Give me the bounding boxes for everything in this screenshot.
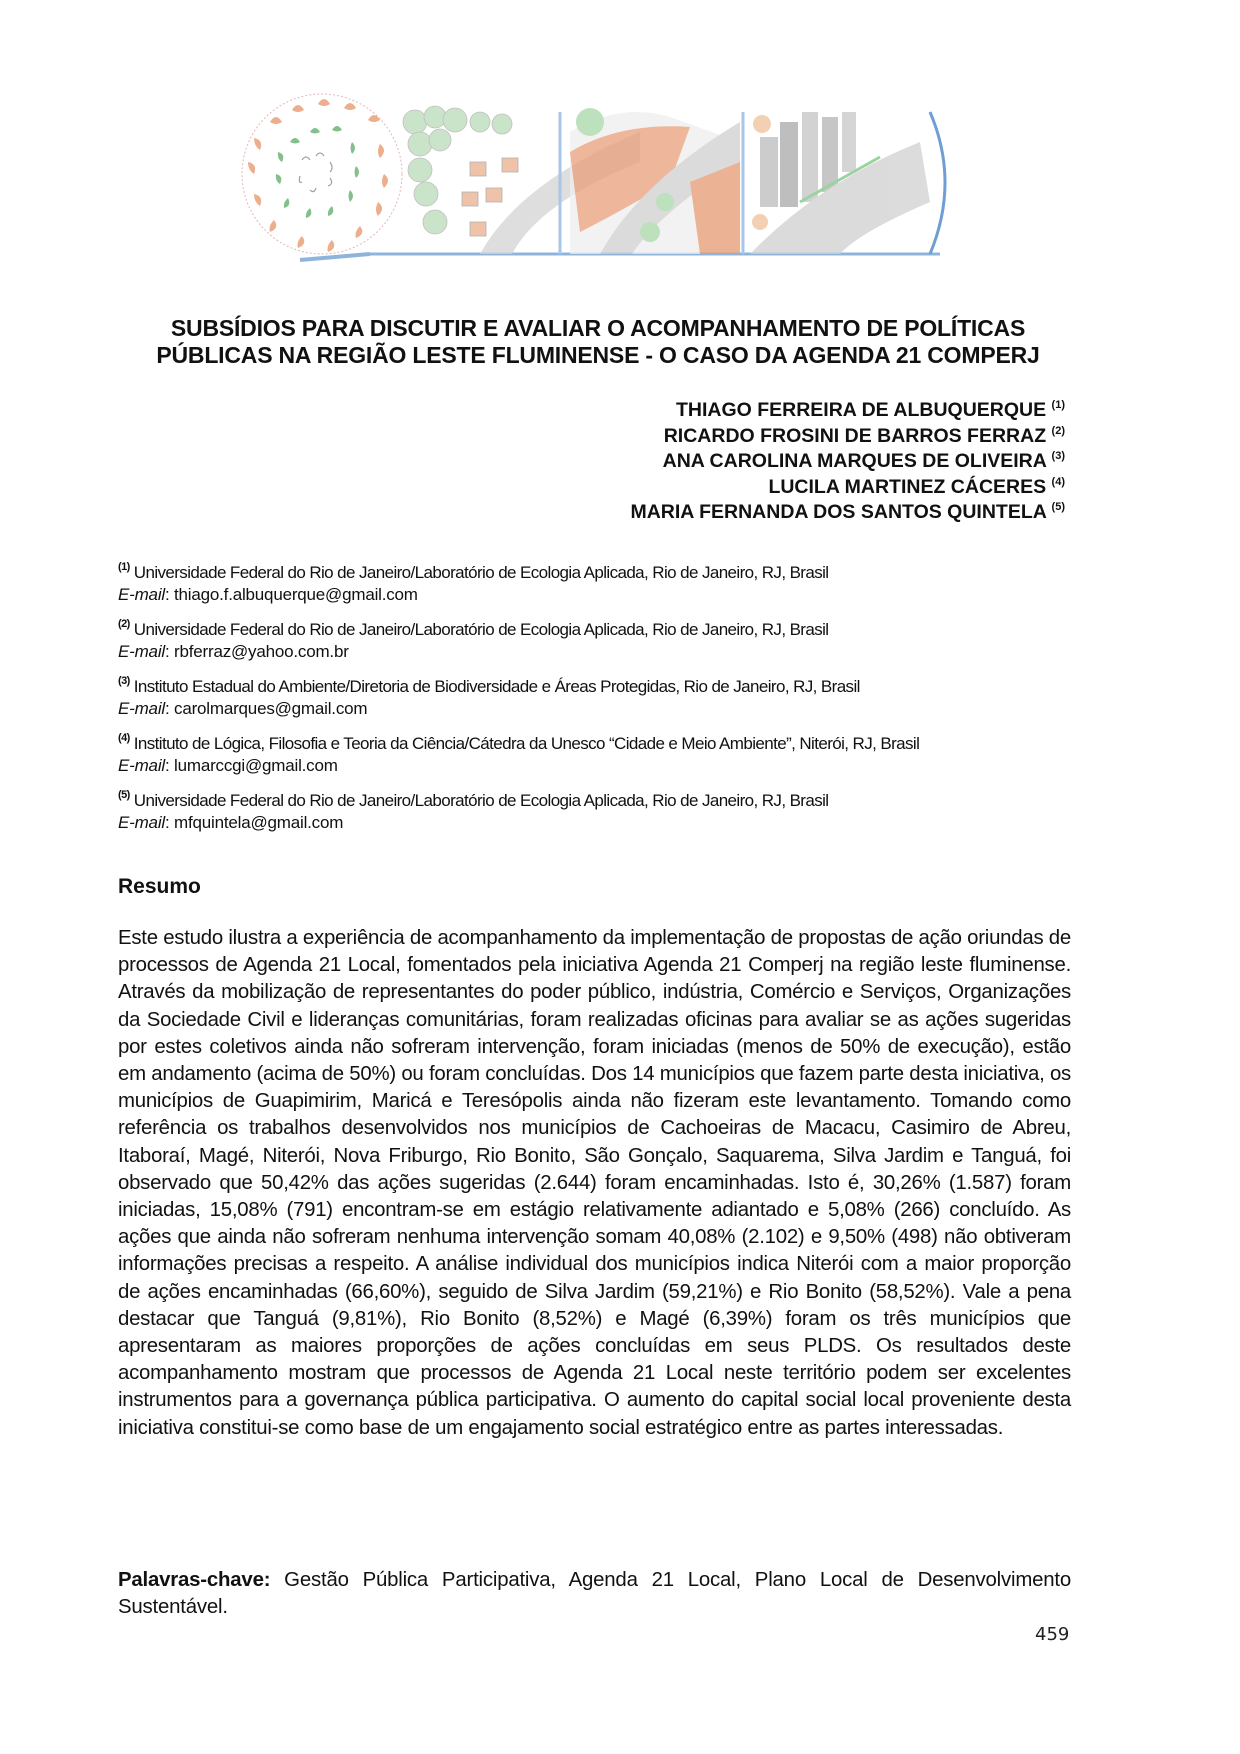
affiliation-institution: $^{(4)}$ Instituto de Lógica, Filosofia e Teoria da Ciência/Cátedra da Unesco “Cidade e Meio Ambiente”, Niterói, RJ, Brasil bbox=[118, 732, 920, 753]
email-label: E-mail bbox=[118, 642, 165, 661]
email-label: E-mail bbox=[118, 756, 165, 775]
author-ref: (3) bbox=[1051, 450, 1065, 462]
affiliation-institution: $^{(1)}$ Universidade Federal do Rio de Janeiro/Laboratório de Ecologia Aplicada, Rio de Janeiro, RJ, Brasil bbox=[118, 561, 829, 582]
affiliation-ref: (1) bbox=[118, 561, 130, 573]
affiliation-ref: (2) bbox=[118, 618, 130, 630]
affiliation bbox=[118, 733, 1118, 777]
affiliation bbox=[118, 562, 1118, 606]
email-label: E-mail bbox=[118, 813, 165, 832]
affiliation-ref: (4) bbox=[118, 732, 130, 744]
affiliation bbox=[118, 676, 1118, 720]
email-label: E-mail bbox=[118, 699, 165, 718]
author-name: ANA CAROLINA MARQUES DE OLIVEIRA bbox=[662, 450, 1047, 472]
author bbox=[630, 398, 1065, 424]
author-ref: (1) bbox=[1051, 399, 1065, 411]
abstract-body: Este estudo ilustra a experiência de acompanhamento da implementação de propostas de ação oriundas de processos de Agenda 21 Local, fomentados pela iniciativa Agenda 21 Comperj na região leste fluminense. Através da mobilização de representantes do poder público, indústria, Comércio e Serviços, Organizações da Sociedade Civil e lideranças comunitárias, foram realizadas oficinas para avaliar se as ações sugeridas por estes coletivos ainda não sofreram intervenção, foram iniciadas (menos de 50% de execução), estão em andamento (acima de 50%) ou foram concluídas. Dos 14 municípios que fazem parte desta iniciativa, os municípios de Guapimirim, Maricá e Teresópolis ainda não fizeram este levantamento. Tomando como referência os trabalhos desenvolvidos nos municípios de Cachoeiras de Macacu, Casimiro de Abreu, Itaboraí, Magé, Niterói, Nova Friburgo, Rio Bonito, São Gonçalo, Saquarema, Silva Jardim e Tanguá, foi observado que 50,42% das ações sugeridas (2.644) foram encaminhadas. Isto é, 30,26% (1.587) foram iniciadas, 15,08% (791) encontram-se em estágio relativamente adiantado e 5,08% (266) concluído. As ações que ainda não sofreram nenhuma intervenção somam 40,08% (2.102) e 9,50% (498) não obtiveram informações precisas a respeito. A análise individual dos municípios indica Niterói com a maior proporção de ações encaminhadas (66,60%), seguido de Silva Jardim (59,21%) e Rio Bonito (58,52%). Vale a pena destacar que Tanguá (9,81%), Rio Bonito (8,52%) e Magé (6,39%) foram os três municípios que apresentaram as maiores proporções de ações concluídas em seus PLDS. Os resultados deste acompanhamento mostram que processos de Agenda 21 Local neste território podem ser excelentes instrumentos para a governança pública participativa. O aumento do capital social local proveniente desta iniciativa constitui-se como base de um engajamento social estratégico entre as partes interessadas. bbox=[118, 927, 1071, 1439]
affiliation bbox=[118, 619, 1118, 663]
author-name: LUCILA MARTINEZ CÁCERES bbox=[768, 475, 1047, 498]
email-address[interactable]: : carolmarques@gmail.com bbox=[164, 699, 368, 718]
author bbox=[630, 500, 1065, 526]
keywords-list: Gestão Pública Participativa, Agenda 21 Local, Plano Local de Desenvolvimento Sustentável. bbox=[118, 1569, 1071, 1619]
affiliation-list bbox=[118, 562, 1118, 847]
author bbox=[630, 475, 1065, 501]
email-address[interactable]: : mfquintela@gmail.com bbox=[164, 813, 344, 832]
page-number: 459 bbox=[1035, 1624, 1070, 1645]
affiliation-email bbox=[118, 584, 1118, 606]
affiliation-email bbox=[118, 641, 1118, 663]
author-name: RICARDO FROSINI DE BARROS FERRAZ bbox=[663, 424, 1047, 447]
author-ref: (4) bbox=[1051, 475, 1065, 488]
email-address[interactable]: : lumarccgi@gmail.com bbox=[164, 756, 338, 775]
email-address[interactable]: : thiago.f.albuquerque@gmail.com bbox=[164, 585, 418, 604]
affiliation-ref: (5) bbox=[118, 789, 130, 801]
email-address[interactable]: : rbferraz@yahoo.com.br bbox=[164, 642, 349, 661]
affiliation-institution: $^{(2)}$ Universidade Federal do Rio de Janeiro/Laboratório de Ecologia Aplicada, Rio de Janeiro, RJ, Brasil bbox=[118, 618, 829, 639]
affiliation-institution: $^{(5)}$ Universidade Federal do Rio de Janeiro/Laboratório de Ecologia Aplicada, Rio de Janeiro, RJ, Brasil bbox=[118, 789, 829, 810]
keywords bbox=[118, 1567, 1071, 1621]
author bbox=[630, 449, 1065, 475]
title-line: PÚBLICAS NA REGIÃO LESTE FLUMINENSE - O CASO DA AGENDA 21 COMPERJ bbox=[156, 342, 1040, 368]
affiliation-email bbox=[118, 698, 1118, 720]
author-ref: (5) bbox=[1051, 501, 1065, 513]
affiliation-ref: (3) bbox=[118, 675, 130, 687]
affiliation-email bbox=[118, 755, 1118, 777]
email-label: E-mail bbox=[118, 585, 165, 604]
author-ref: (2) bbox=[1051, 424, 1065, 437]
header-illustration bbox=[240, 82, 960, 282]
author-list bbox=[630, 398, 1065, 526]
affiliation-email bbox=[118, 812, 1118, 834]
affiliation-institution: $^{(3)}$ Instituto Estadual do Ambiente/Diretoria de Biodiversidade e Áreas Protegidas, Rio de Janeiro, RJ, Brasil bbox=[118, 675, 860, 696]
author-name: MARIA FERNANDA DOS SANTOS QUINTELA bbox=[630, 501, 1047, 523]
keywords-label: Palavras-chave: bbox=[118, 1569, 271, 1591]
affiliation bbox=[118, 790, 1118, 834]
paper-title bbox=[118, 315, 1078, 369]
abstract-heading: Resumo bbox=[118, 875, 201, 898]
author-name: THIAGO FERREIRA DE ALBUQUERQUE bbox=[675, 399, 1047, 421]
author bbox=[630, 424, 1065, 450]
title-line: SUBSÍDIOS PARA DISCUTIR E AVALIAR O ACOMPANHAMENTO DE POLÍTICAS bbox=[170, 315, 1026, 341]
